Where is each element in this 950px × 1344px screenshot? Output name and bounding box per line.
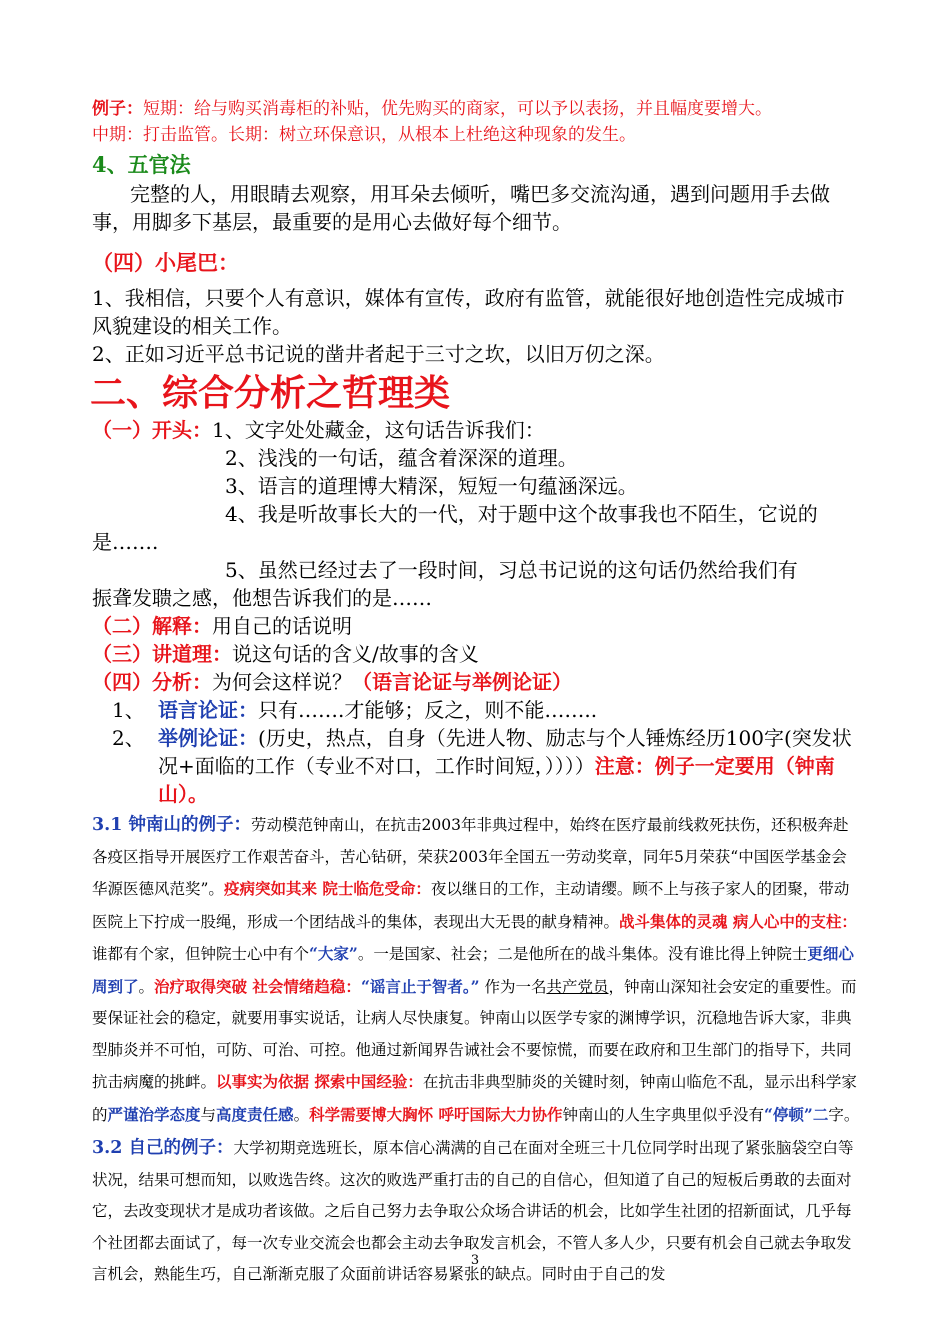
zhong-emphasis-7: 二	[812, 1104, 829, 1124]
zhong-heading-5: 科学需要博大胸怀 呼吁国际大力协作	[309, 1104, 563, 1124]
self-example-label: 3.2 自己的例子：	[92, 1138, 234, 1158]
section-2-title: 二、综合分析之哲理类	[90, 372, 451, 414]
argument-item-1-number: 1、	[112, 698, 145, 722]
argument-item-2-body	[158, 724, 862, 808]
argument-item-2-label: 举例论证：	[158, 726, 258, 750]
opening-row-1	[92, 416, 862, 444]
document-page	[92, 96, 862, 1291]
explain-row	[92, 612, 862, 640]
example-line-1	[92, 96, 862, 122]
zhong-text-12: 字。	[828, 1105, 860, 1124]
argument-item-2-note: 注意：例子一定要用（钟南山）。	[158, 754, 835, 806]
argument-item-1-text: 只有…….才能够；反之，则不能……..	[258, 698, 598, 722]
wuguan-heading: 4、五官法	[92, 152, 191, 177]
example-label: 例子：	[92, 99, 143, 119]
zhong-emphasis-3: “谣言止于智者。”	[360, 976, 480, 996]
zhong-emphasis-6: “停顿”	[764, 1104, 813, 1124]
tail-paragraph-2: 2、正如习近平总书记说的凿井者起于三寸之坎，以旧万仞之深。	[92, 342, 665, 366]
zhong-emphasis-1: “大家”	[309, 944, 358, 963]
zhong-text-6: 作为一名	[479, 977, 547, 996]
wuguan-paragraph: 完整的人，用眼睛去观察，用耳朵去倾听，嘴巴多交流沟通，遇到问题用手去做事，用脚多下基层，最重要的是用心去做好每个细节。	[92, 182, 830, 234]
zhong-text-5: 。	[138, 977, 155, 996]
analysis-label: （四）分析：	[92, 670, 212, 694]
argument-item-1-body	[158, 696, 862, 724]
zhong-underlined-term: 共产党员	[546, 977, 609, 996]
zhong-text-8: 在抗击非典型肺炎的关键时刻，钟南山临危不乱，显示出科学家的	[92, 1073, 857, 1124]
reason-row	[92, 640, 862, 668]
opening-item-4: 4、我是听故事长大的一代，对于题中这个故事我也不陌生，它说的	[225, 502, 818, 526]
zhong-example-paragraph	[92, 810, 862, 1131]
zhong-text-3: 谁都有个家，但钟院士心中有个	[92, 945, 310, 963]
zhong-example-label: 3.1 钟南山的例子：	[92, 815, 252, 835]
zhong-heading-2: 战斗集体的灵魂 病人心中的支柱：	[619, 911, 857, 931]
zhong-text-11: 钟南山的人生字典里似乎没有	[562, 1105, 764, 1124]
zhong-text-10: 。	[293, 1105, 310, 1124]
opening-item-5: 5、虽然已经过去了一段时间，习总书记说的这句话仍然给我们有	[225, 558, 798, 582]
argument-item-2	[92, 724, 862, 808]
reason-label: （三）讲道理：	[92, 642, 232, 666]
argument-item-2-number: 2、	[112, 726, 145, 750]
zhong-text-2: 夜以继日的工作，主动请缨。顾不上与孩子家人的团聚，带动医院上下拧成一股绳，形成一个团结战斗的集体，表现出大无畏的献身精神。	[92, 880, 850, 931]
zhong-heading-1: 疫病突如其来 院士临危受命：	[223, 879, 431, 898]
opening-item-5-cont: 振聋发聩之感，他想告诉我们的是……	[92, 586, 432, 610]
zhong-heading-4: 以事实为依据 探索中国经验：	[216, 1072, 423, 1091]
argument-item-1-label: 语言论证：	[158, 698, 258, 722]
zhong-text-1: 劳动模范钟南山，在抗击2003年非典过程中，始终在医疗最前线救死扶伤，还积极奔赴各疫区指导开展医疗工作艰苦奋斗，苦心钻研，荣获2003年全国五一劳动奖章，同年5月荣获“中国医学基金会华源医德风范奖”。	[92, 816, 849, 898]
opening-item-1: 1、文字处处藏金，这句话告诉我们：	[212, 418, 545, 442]
example-line-2: 中期：打击监管。长期：树立环保意识，从根本上杜绝这种现象的发生。	[92, 125, 636, 145]
analysis-text: 为何会这样说？	[212, 670, 352, 694]
zhong-emphasis-4: 严谨治学态度	[107, 1104, 201, 1124]
explain-text: 用自己的话说明	[212, 614, 352, 638]
explain-label: （二）解释：	[92, 614, 212, 638]
zhong-text-9: 与	[200, 1105, 217, 1124]
self-example-text: 大学初期竞选班长，原本信心满满的自己在面对全班三十几位同学时出现了紧张脑袋空白等状况，结果可想而知，以败选告终。这次的败选严重打击的自己的自信心，但知道了自己的短板后勇敢的去面对它，去改变现状才是成功者该做。之后自己努力去争取公众场合讲话的机会，比如学生社团的招新面试，几乎每个社团都去面试了，每一次专业交流会也都会主动去争取发言机会，不管人多人少，只要有机会自己就去争取发言机会，熟能生巧，自己渐渐克服了众面前讲话容易紧张的缺点。同时由于自己的发	[92, 1139, 854, 1283]
argument-item-2-text: (历史，热点，自身（先进人物、励志与个人锤炼经历100字(突发状况+面临的工作（专业不对口，工作时间短，））））	[158, 726, 852, 778]
zhong-text-4: 。一是国家、社会；二是他所在的战斗集体。没有谁比得上钟院士	[357, 945, 808, 963]
analysis-note: （语言论证与举例论证）	[352, 670, 572, 694]
example-short-term: 短期：给与购买消毒柜的补贴，优先购买的商家，可以予以表扬，并且幅度要增大。	[143, 99, 772, 119]
analysis-row	[92, 668, 862, 696]
reason-text: 说这句话的含义/故事的含义	[232, 642, 479, 666]
opening-item-4-cont: 是…….	[92, 530, 159, 554]
zhong-text-7: ，钟南山深知社会安定的重要性。而要保证社会的稳定，就要用事实说话，让病人尽快康复。钟南山以医学专家的渊博学识，沉稳地告诉大家，非典型肺炎并不可怕，可防、可治、可控。他通过新闻界告诫社会不要惊慌，而要在政府和卫生部门的指导下，共同抗击病魔的挑衅。	[92, 977, 857, 1091]
opening-item-2: 2、浅浅的一句话，蕴含着深深的道理。	[225, 446, 578, 470]
zhong-emphasis-5: 高度责任感	[216, 1104, 294, 1124]
opening-label: （一）开头：	[92, 418, 212, 442]
zhong-emphasis-2: 更细心周到了	[92, 944, 854, 996]
zhong-heading-3: 治疗取得突破 社会情绪趋稳：	[154, 976, 361, 996]
tail-paragraph-1: 1、我相信，只要个人有意识，媒体有宣传，政府有监管，就能很好地创造性完成城市风貌建设的相关工作。	[92, 286, 845, 338]
page-number: 3	[470, 1253, 480, 1268]
tail-heading: （四）小尾巴：	[92, 250, 239, 275]
argument-item-1	[92, 696, 862, 724]
opening-item-3: 3、语言的道理博大精深，短短一句蕴涵深远。	[225, 474, 638, 498]
